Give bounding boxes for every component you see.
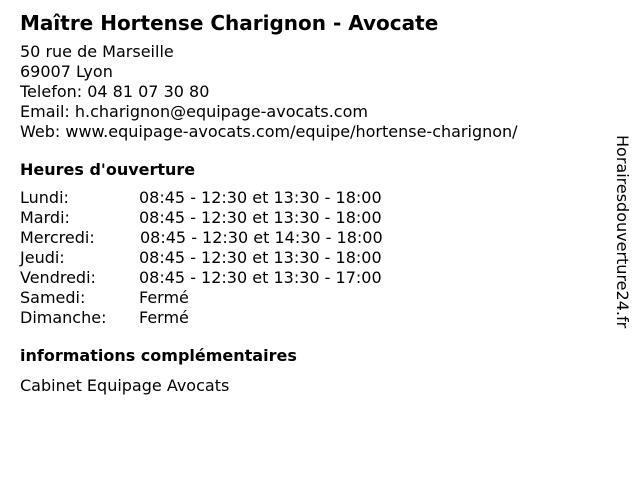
hours-time: Fermé	[139, 288, 189, 307]
hours-day: Mercredi:	[20, 228, 95, 247]
hours-row	[20, 288, 600, 308]
phone-label: Telefon:	[20, 82, 83, 101]
hours-time: 08:45 - 12:30 et 13:30 - 18:00	[139, 188, 382, 207]
hours-day: Lundi:	[20, 188, 69, 207]
hours-time: Fermé	[139, 308, 189, 327]
email-label: Email:	[20, 102, 70, 121]
hours-day: Samedi:	[20, 288, 86, 307]
hours-day: Mardi:	[20, 208, 70, 227]
street-address: 50 rue de Marseille	[20, 42, 174, 61]
web-line	[20, 122, 600, 142]
info-text: Cabinet Equipage Avocats	[20, 376, 230, 395]
hours-time: 08:45 - 12:30 et 13:30 - 17:00	[139, 268, 382, 287]
hours-row	[20, 228, 600, 248]
info-title: informations complémentaires	[20, 346, 297, 365]
email-address[interactable]: h.charignon@equipage-avocats.com	[74, 102, 368, 121]
brand-watermark: Horairesdouverture24.fr	[613, 135, 632, 329]
hours-row	[20, 208, 600, 228]
email-line	[20, 102, 600, 122]
hours-row	[20, 268, 600, 288]
hours-time: 08:45 - 12:30 et 13:30 - 18:00	[139, 208, 382, 227]
hours-row	[20, 308, 600, 328]
hours-row	[20, 188, 600, 208]
contact-block	[20, 42, 600, 142]
city-address: 69007 Lyon	[20, 62, 113, 81]
phone-line	[20, 82, 600, 102]
business-card	[20, 10, 600, 396]
web-link[interactable]: www.equipage-avocats.com/equipe/hortense-charignon/	[65, 122, 518, 141]
page-title: Maître Hortense Charignon - Avocate	[20, 11, 439, 35]
hours-table	[20, 188, 600, 328]
hours-day: Dimanche:	[20, 308, 107, 327]
hours-day: Jeudi:	[20, 248, 65, 267]
hours-row	[20, 248, 600, 268]
hours-day: Vendredi:	[20, 268, 96, 287]
phone-number[interactable]: 04 81 07 30 80	[87, 82, 210, 101]
hours-time: 08:45 - 12:30 et 14:30 - 18:00	[140, 228, 383, 247]
hours-title: Heures d'ouverture	[20, 160, 196, 179]
hours-time: 08:45 - 12:30 et 13:30 - 18:00	[139, 248, 382, 267]
web-label: Web:	[20, 122, 61, 141]
